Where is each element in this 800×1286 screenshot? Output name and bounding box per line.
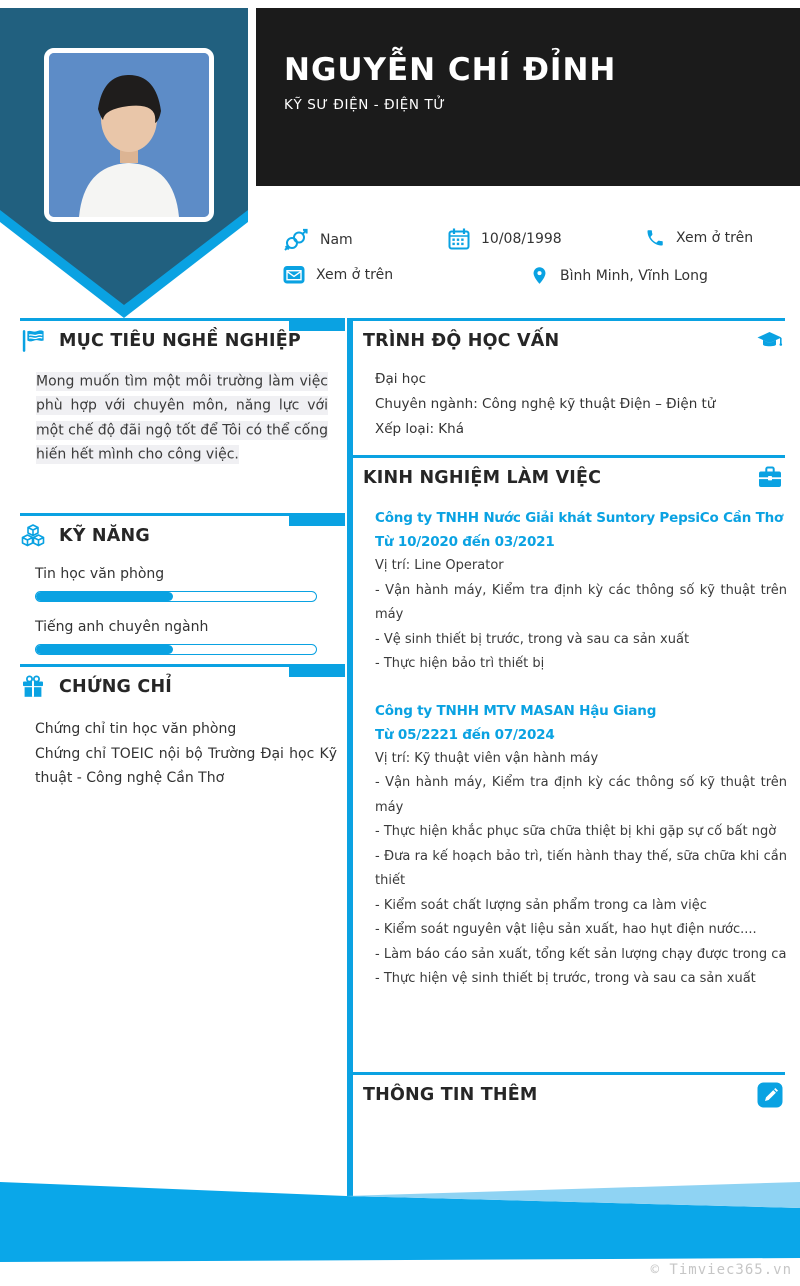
education-lines [375,367,785,442]
gender-value: Nam [320,232,353,248]
job-entry [375,699,787,992]
skill-progress-fill [36,592,173,601]
header-accent-bar [289,667,345,677]
phone-icon [645,228,665,248]
address-value: Bình Minh, Vĩnh Long [560,267,708,284]
job-company: Công ty TNHH MTV MASAN Hậu Giang [375,702,657,719]
job-bullets [375,771,787,992]
skill-item [35,619,317,655]
contact-gender [283,228,353,252]
skills-header [20,513,345,549]
skill-label: Tiếng anh chuyên ngành [35,619,209,635]
gift-icon [20,674,46,700]
job-company: Công ty TNHH Nước Giải khát Suntory PepsiCo Cần Thơ [375,510,784,526]
candidate-name: NGUYỄN CHÍ ĐỈNH [284,52,617,88]
header-banner [256,8,800,186]
section-skills [20,513,345,655]
section-education [353,318,785,442]
certificates-list [35,717,337,791]
header-accent-bar [289,516,345,526]
more-info-header [353,1072,785,1108]
job-period: Từ 10/2020 đến 03/2021 [375,534,555,550]
job-bullet: - Đưa ra kế hoạch bảo trì, tiến hành thay thế, sữa chữa khi cần thiết [375,848,787,888]
skills-list [20,566,345,655]
watermark: © Timviec365.vn [650,1262,792,1278]
skill-label: Tin học văn phòng [35,566,165,582]
job-bullet: - Làm báo cáo sản xuất, tổng kết sản lượng chạy được trong ca [375,946,787,962]
experience-body [375,506,787,992]
section-certificates [20,664,345,791]
gender-icon [283,228,309,252]
map-pin-icon [530,264,549,287]
section-experience [353,455,785,992]
skill-item [35,566,317,602]
job-period: Từ 05/2221 đến 07/2024 [375,726,555,743]
job-bullet: - Thực hiện vệ sinh thiết bị trước, trong và sau ca sản xuất [375,971,756,986]
certificate-item: Chứng chỉ tin học văn phòng [35,721,237,737]
skill-progress-fill [36,645,173,654]
avatar [49,53,209,217]
skill-progress-track [35,644,317,655]
job-bullet: - Vệ sinh thiết bị trước, trong và sau ca sản xuất [375,631,690,647]
education-line: Đại học [375,371,427,387]
certificates-header [20,664,345,700]
experience-header [353,455,785,490]
education-line: Chuyên ngành: Công nghệ kỹ thuật Điện – Điện tử [375,396,716,412]
job-bullet: - Thực hiện bảo trì thiết bị [375,656,545,671]
candidate-job-title: KỸ SƯ ĐIỆN - ĐIỆN TỬ [284,96,446,113]
certificate-item: Chứng chỉ TOEIC nội bộ Trường Đại học Kỹ thuật - Công nghệ Cần Thơ [35,745,337,786]
graduation-cap-icon [756,328,783,354]
more-info-title: THÔNG TIN THÊM [363,1085,538,1105]
job-bullet: - Thực hiện khắc phục sữa chữa thiệt bị khi gặp sự cố bất ngờ [375,824,777,839]
pencil-edit-icon [757,1082,783,1108]
envelope-icon [283,264,305,285]
job-bullet: - Kiểm soát nguyên vật liệu sản xuất, hao hụt điện nước.... [375,922,757,937]
contact-address [530,264,708,287]
objective-header [20,318,345,354]
contact-email [283,264,393,285]
objective-text: Mong muốn tìm một môi trường làm việc phù hợp với chuyên môn, năng lực với một chế độ đãi ngộ tốt để Tôi có thể cống hiến hết mình cho công việc. [36,373,328,463]
cubes-icon [20,523,46,549]
profile-photo [44,48,214,222]
skill-progress-track [35,591,317,602]
contact-phone [645,228,753,248]
calendar-icon [448,228,470,250]
flag-icon [20,328,46,354]
job-position: Vị trí: Line Operator [375,558,504,573]
contact-birthday [448,228,562,250]
skills-title: KỸ NĂNG [59,526,150,546]
certificates-title: CHỨNG CHỈ [59,677,173,697]
section-more-info [353,1072,785,1108]
edit-button[interactable] [757,1082,783,1108]
experience-title: KINH NGHIỆM LÀM VIỆC [363,467,602,488]
section-objective [20,318,345,467]
job-bullets [375,579,787,677]
job-bullet: - Vận hành máy, Kiểm tra định kỳ các thông số kỹ thuật trên máy [375,775,787,815]
job-bullet: - Kiểm soát chất lượng sản phẩm trong ca làm việc [375,897,707,913]
education-line: Xếp loại: Khá [375,421,464,437]
briefcase-icon [757,465,783,490]
birthday-value: 10/08/1998 [481,231,562,247]
education-title: TRÌNH ĐỘ HỌC VẤN [363,331,560,351]
email-value: Xem ở trên [316,266,394,283]
job-position: Vị trí: Kỹ thuật viên vận hành máy [375,750,599,766]
job-entry [375,506,787,677]
job-bullet: - Vận hành máy, Kiểm tra định kỳ các thông số kỹ thuật trên máy [375,582,787,622]
header-accent-bar [289,321,345,331]
phone-value: Xem ở trên [676,230,754,246]
education-header [353,318,785,354]
objective-title: MỤC TIÊU NGHỀ NGHIỆP [59,331,301,351]
